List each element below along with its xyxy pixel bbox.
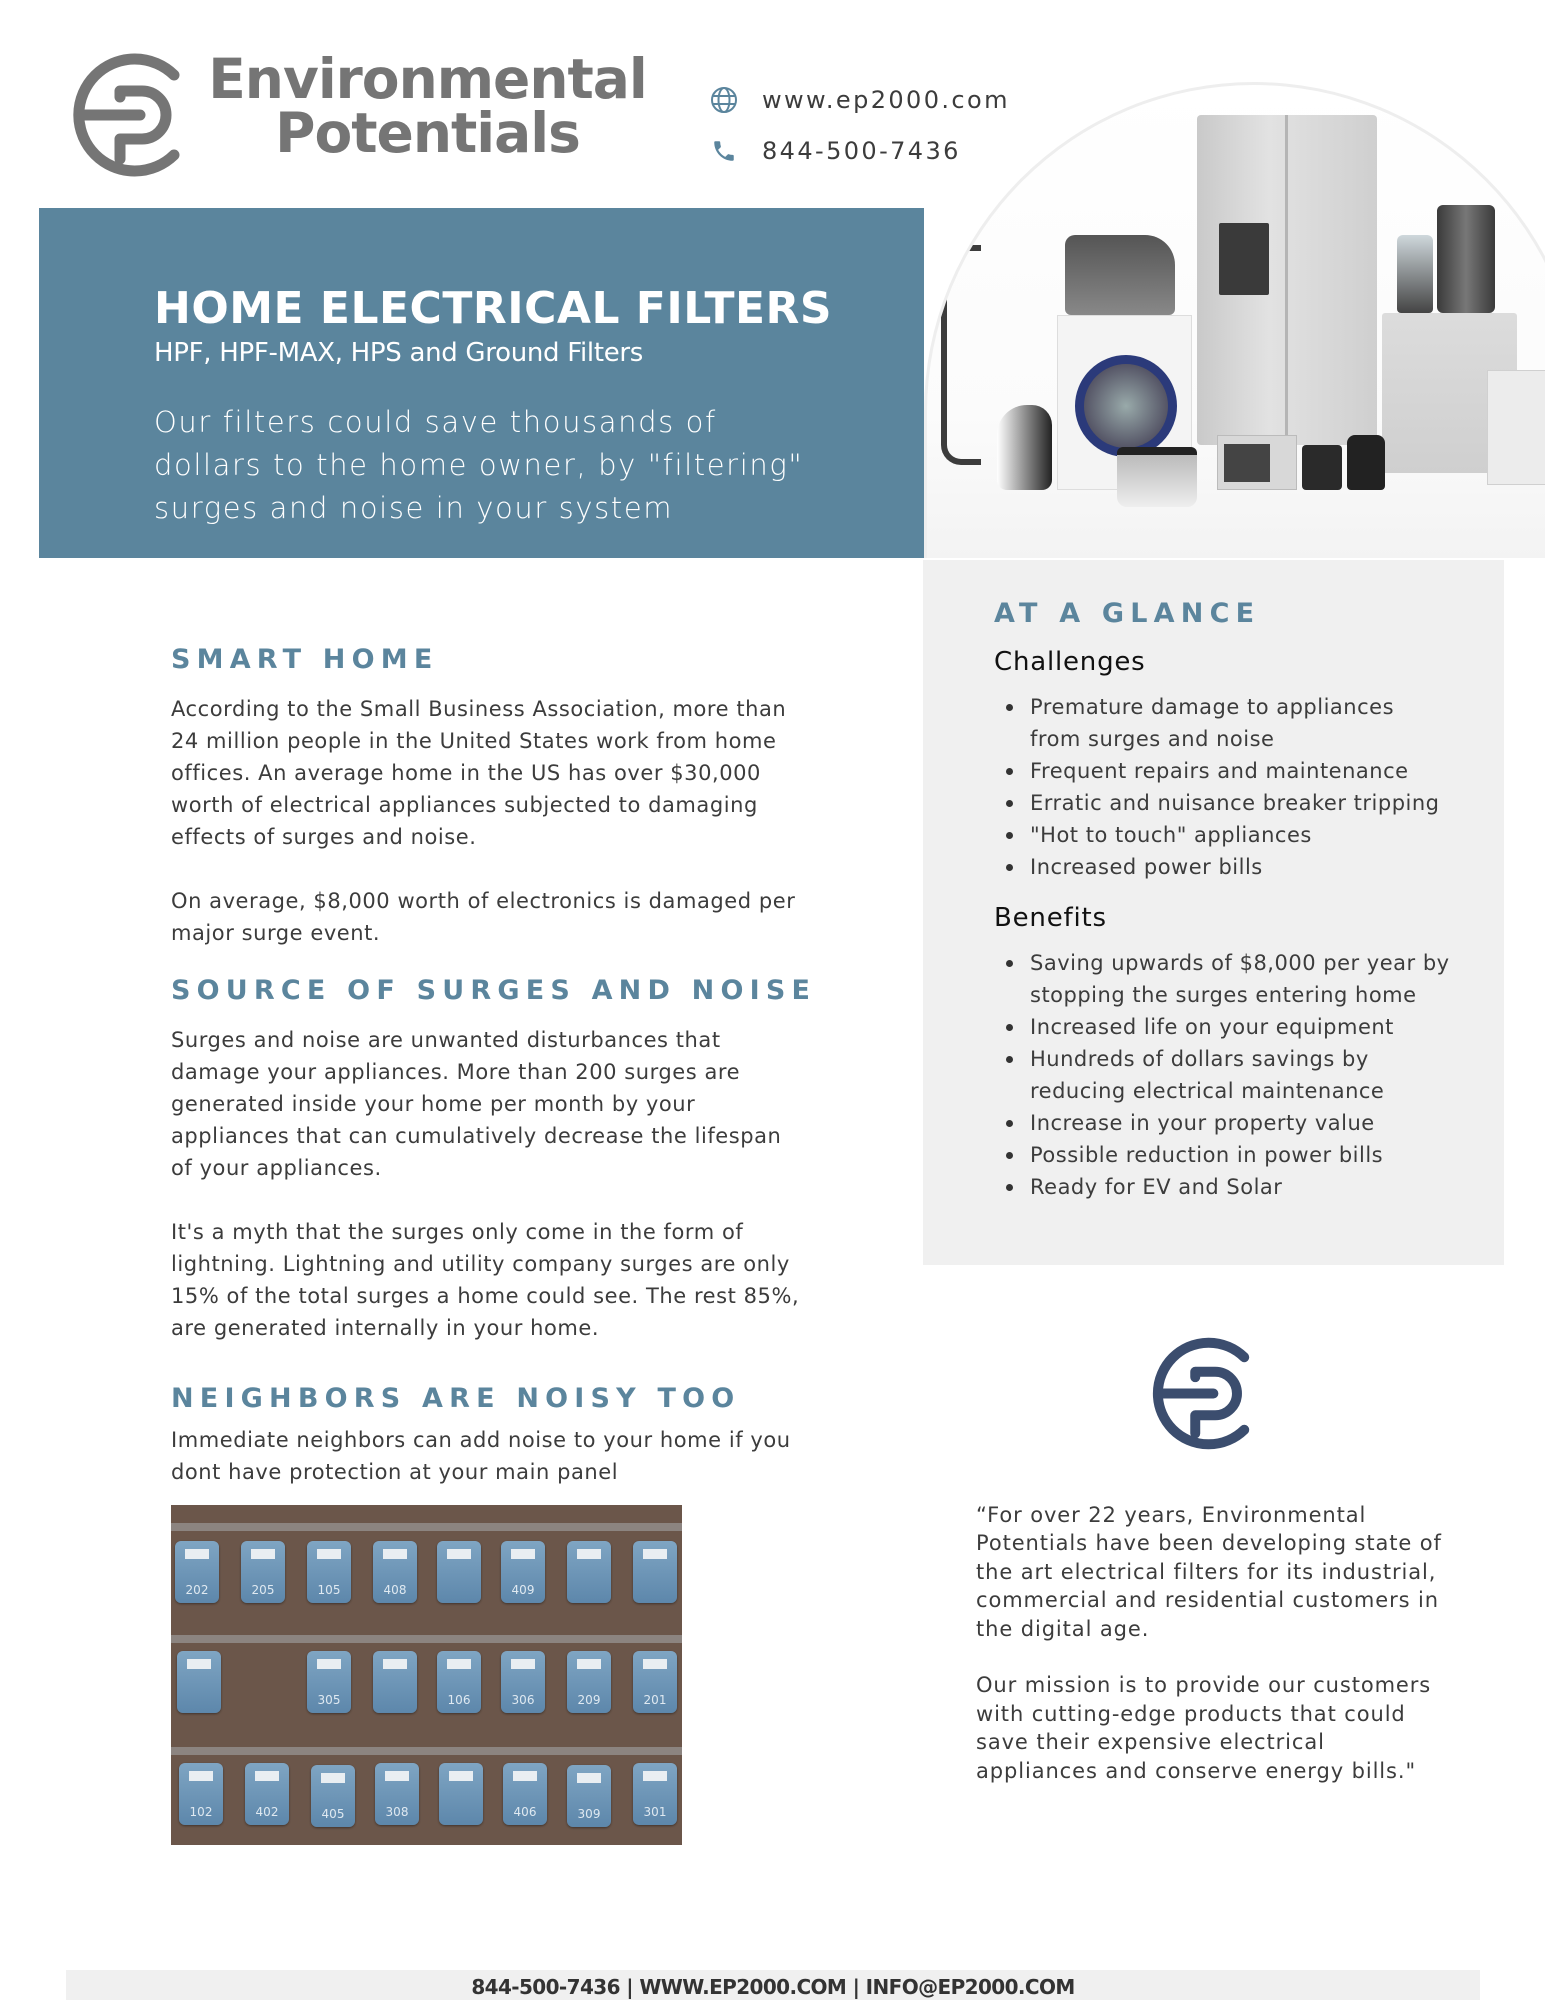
meter-shape <box>373 1651 417 1713</box>
meter-shape <box>633 1763 677 1825</box>
text-line: Increased power bills <box>1030 855 1263 879</box>
text-line: offices. An average home in the US has over $30,000 <box>171 761 761 785</box>
meter-label: 409 <box>511 1583 535 1597</box>
text-line: 24 million people in the United States work from home <box>171 729 777 753</box>
list-item <box>994 1043 1474 1107</box>
text-line: save their expensive electrical <box>976 1730 1325 1755</box>
at-a-glance-content <box>994 598 1474 1203</box>
text-line: Possible reduction in power bills <box>1030 1143 1384 1167</box>
contact-website[interactable] <box>708 84 1010 116</box>
section-heading: SMART HOME <box>171 644 439 675</box>
website-link[interactable]: www.ep2000.com <box>762 86 1010 114</box>
meter-shape <box>373 1541 417 1603</box>
meter-shape <box>307 1541 351 1603</box>
vacuum-hose-shape <box>941 245 981 465</box>
benefits-heading: Benefits <box>994 903 1107 933</box>
meter-shape <box>633 1651 677 1713</box>
gas-meters-photo <box>171 1505 682 1845</box>
text-line: According to the Small Business Association, more than <box>171 697 787 721</box>
globe-icon <box>708 84 740 116</box>
text-line: the art electrical filters for its industrial, <box>976 1559 1437 1584</box>
meter-label: 306 <box>511 1693 535 1707</box>
list-item <box>994 947 1474 1011</box>
contact-phone[interactable] <box>708 135 961 167</box>
meter-label: 202 <box>185 1583 209 1597</box>
text-line: appliances that can cumulatively decrease the lifespan <box>171 1124 782 1148</box>
text-line: Immediate neighbors can add noise to your home if you <box>171 1428 791 1452</box>
meter-shape <box>245 1763 289 1825</box>
text-line: worth of electrical appliances subjected to damaging <box>171 793 758 817</box>
fridge-dispenser-shape <box>1219 223 1269 295</box>
hero-tagline <box>154 401 894 530</box>
stand-mixer-shape <box>1065 235 1175 315</box>
text-line: commercial and residential customers in <box>976 1588 1439 1613</box>
meter-shape <box>439 1763 483 1825</box>
meter-label: 308 <box>385 1805 409 1819</box>
tagline-line: dollars to the home owner, by "filtering" <box>154 448 804 482</box>
text-line: Ready for EV and Solar <box>1030 1175 1283 1199</box>
challenges-heading: Challenges <box>994 647 1146 677</box>
section-heading: SOURCE OF SURGES AND NOISE <box>171 975 817 1006</box>
ep-circle-logo-icon <box>1145 1330 1260 1457</box>
vacuum-body-shape <box>997 405 1052 490</box>
text-line: Increase in your property value <box>1030 1111 1375 1135</box>
text-line: major surge event. <box>171 921 381 945</box>
at-a-glance-heading: AT A GLANCE <box>994 598 1261 629</box>
section-heading: NEIGHBORS ARE NOISY TOO <box>171 1383 741 1414</box>
meter-shape <box>175 1541 219 1603</box>
blender-shape <box>1397 235 1433 313</box>
meter-shape <box>241 1541 285 1603</box>
text-line: generated inside your home per month by your <box>171 1092 696 1116</box>
text-line: lightning. Lightning and utility company surges are only <box>171 1252 790 1276</box>
text-line: On average, $8,000 worth of electronics is damaged per <box>171 889 796 913</box>
text-line: appliances and conserve energy bills." <box>976 1758 1417 1783</box>
list-item <box>994 1139 1474 1171</box>
meter-shape <box>311 1765 355 1827</box>
text-line: Premature damage to appliances <box>1030 695 1395 719</box>
footer-bar <box>66 1970 1480 2000</box>
meter-label: 205 <box>251 1583 275 1597</box>
meter-shape <box>375 1763 419 1825</box>
brand-name-line2: Potentials <box>275 101 580 165</box>
section-paragraph <box>171 885 831 949</box>
text-line: of your appliances. <box>171 1156 382 1180</box>
meter-label: 301 <box>643 1805 667 1819</box>
meter-shape <box>567 1541 611 1603</box>
section-smart-home <box>171 644 831 949</box>
text-line: Increased life on your equipment <box>1030 1015 1394 1039</box>
meter-shape <box>633 1541 677 1603</box>
section-paragraph <box>171 693 831 853</box>
meter-shape <box>503 1763 547 1825</box>
ep-circle-logo-icon <box>66 45 190 185</box>
text-line: Frequent repairs and maintenance <box>1030 759 1409 783</box>
section-paragraph <box>171 1216 831 1344</box>
text-line: 15% of the total surges a home could see. The rest 85%, <box>171 1284 800 1308</box>
company-quote <box>976 1501 1496 1785</box>
meter-shape <box>501 1651 545 1713</box>
slow-cooker-shape <box>1117 447 1197 507</box>
text-line: Our mission is to provide our customers <box>976 1673 1432 1698</box>
text-line: the digital age. <box>976 1616 1150 1641</box>
text-line: "Hot to touch" appliances <box>1030 823 1312 847</box>
text-line: from surges and noise <box>1030 727 1275 751</box>
meter-label: 102 <box>189 1805 213 1819</box>
section-neighbors <box>171 1383 831 1488</box>
meter-label: 408 <box>383 1583 407 1597</box>
text-line: stopping the surges entering home <box>1030 983 1417 1007</box>
brand-wordmark <box>205 47 650 165</box>
paragraph-gap <box>976 1643 1496 1671</box>
toaster-shape <box>1302 445 1342 490</box>
page-subtitle: HPF, HPF-MAX, HPS and Ground Filters <box>154 338 644 368</box>
meter-shape <box>437 1651 481 1713</box>
meter-label: 405 <box>321 1807 345 1821</box>
meter-shape <box>307 1651 351 1713</box>
microwave-shape <box>1217 435 1297 490</box>
footer-contact-text: 844-500-7436 | WWW.EP2000.COM | INFO@EP2000.COM <box>471 1975 1075 1999</box>
meter-shape <box>179 1763 223 1825</box>
list-item <box>994 851 1474 883</box>
text-line: Hundreds of dollars savings by <box>1030 1047 1369 1071</box>
meter-label: 105 <box>317 1583 341 1597</box>
text-line: Erratic and nuisance breaker tripping <box>1030 791 1440 815</box>
section-paragraph <box>171 1024 831 1184</box>
list-item <box>994 755 1474 787</box>
list-item <box>994 1011 1474 1043</box>
tagline-line: Our filters could save thousands of <box>154 405 717 439</box>
text-line: are generated internally in your home. <box>171 1316 600 1340</box>
kettle-shape <box>1347 435 1385 490</box>
pipe-shape <box>171 1523 682 1531</box>
meter-label: 309 <box>577 1807 601 1821</box>
meter-shape <box>177 1651 221 1713</box>
text-line: It's a myth that the surges only come in the form of <box>171 1220 744 1244</box>
text-line: reducing electrical maintenance <box>1030 1079 1385 1103</box>
text-line: Potentials have been developing state of <box>976 1531 1442 1556</box>
list-item <box>994 819 1474 851</box>
page-title: HOME ELECTRICAL FILTERS <box>154 283 833 334</box>
tagline-line: surges and noise in your system <box>154 491 674 525</box>
meter-label: 406 <box>513 1805 537 1819</box>
list-item <box>994 1107 1474 1139</box>
washer-door-shape <box>1075 355 1177 457</box>
benefits-list <box>994 947 1474 1203</box>
text-line: damage your appliances. More than 200 surges are <box>171 1060 741 1084</box>
meter-label: 305 <box>317 1693 341 1707</box>
meter-shape <box>567 1651 611 1713</box>
text-line: “For over 22 years, Environmental <box>976 1503 1367 1527</box>
meter-shape <box>567 1765 611 1827</box>
text-line: dont have protection at your main panel <box>171 1460 619 1484</box>
text-line: with cutting-edge products that could <box>976 1701 1406 1726</box>
meter-label: 201 <box>643 1693 667 1707</box>
meter-shape <box>501 1541 545 1603</box>
espresso-machine-shape <box>1487 370 1545 485</box>
meter-label: 402 <box>255 1805 279 1819</box>
text-line: Surges and noise are unwanted disturbances that <box>171 1028 721 1052</box>
text-line: effects of surges and noise. <box>171 825 477 849</box>
home-appliances-photo <box>924 82 1545 558</box>
phone-number[interactable]: 844-500-7436 <box>762 137 961 165</box>
section-paragraph <box>171 1424 831 1488</box>
brand-name-line1: Environmental <box>208 47 647 111</box>
list-item <box>994 1171 1474 1203</box>
phone-icon <box>708 135 740 167</box>
section-source-of-surges <box>171 975 831 1344</box>
list-item <box>994 691 1474 755</box>
pipe-shape <box>171 1635 682 1643</box>
text-line: Saving upwards of $8,000 per year by <box>1030 951 1450 975</box>
meter-label: 209 <box>577 1693 601 1707</box>
meter-shape <box>437 1541 481 1603</box>
list-item <box>994 787 1474 819</box>
pipe-shape <box>171 1747 682 1755</box>
meter-label: 106 <box>447 1693 471 1707</box>
coffee-maker-shape <box>1437 205 1495 313</box>
challenges-list <box>994 691 1474 883</box>
